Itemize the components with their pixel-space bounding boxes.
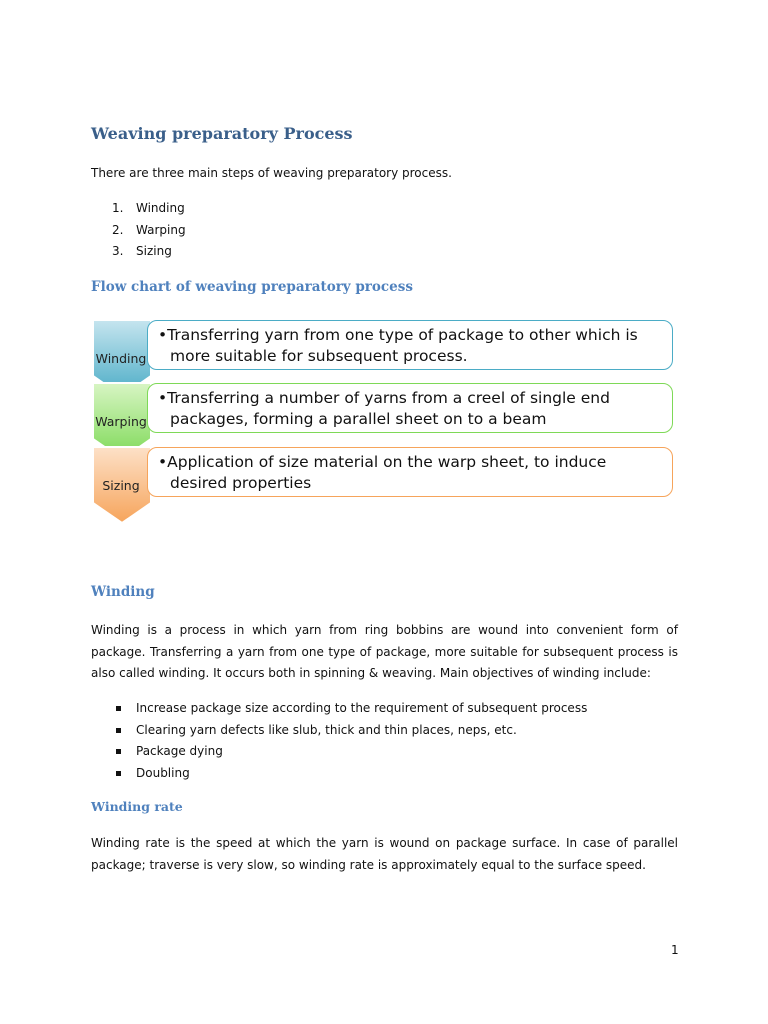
- list-item-label: Sizing: [136, 244, 172, 258]
- stage-box-sizing: [147, 447, 673, 497]
- list-number: 2.: [112, 222, 124, 237]
- list-item: [91, 220, 186, 242]
- intro-text: There are three main steps of weaving preparatory process.: [91, 166, 452, 180]
- stage-text-sizing: •Application of size material on the warp sheet, to induce desired properties: [158, 453, 607, 492]
- bullet-icon: [116, 706, 121, 711]
- stage-description: Transferring a number of yarns from a creel of single end packages, forming a parallel sheet on to a beam: [167, 389, 610, 428]
- list-number: 3.: [112, 244, 124, 258]
- page-number: 1: [671, 943, 679, 957]
- winding-paragraph: Winding is a process in which yarn from ring bobbins are wound into convenient form of package. Transferring a yarn from one type of package, more suitable for subsequent process is also called winding. It occurs both in spinning & weaving. Main objectives of winding include:: [91, 623, 678, 680]
- list-item: [91, 720, 587, 742]
- list-item: [91, 741, 587, 763]
- winding-heading: Winding: [91, 584, 155, 600]
- chevron-label-winding: Winding: [95, 351, 147, 366]
- stage-text-warping: •Transferring a number of yarns from a creel of single end packages, forming a parallel sheet on to a beam: [158, 389, 610, 428]
- winding-objectives-list: [91, 698, 587, 784]
- bullet-icon: [116, 728, 121, 733]
- chevron-label-sizing: Sizing: [102, 478, 140, 493]
- steps-list: [91, 198, 186, 263]
- bullet-icon: [116, 771, 121, 776]
- winding-rate-heading: Winding rate: [91, 799, 183, 814]
- stage-text-winding: •Transferring yarn from one type of package to other which is more suitable for subsequent process.: [158, 326, 638, 365]
- list-item-label: Package dying: [136, 744, 223, 758]
- flowchart-title: Flow chart of weaving preparatory process: [91, 279, 413, 295]
- list-item-label: Clearing yarn defects like slub, thick and thin places, neps, etc.: [136, 722, 517, 737]
- list-item-label: Increase package size according to the requirement of subsequent process: [136, 701, 588, 715]
- stage-box-warping: [147, 383, 673, 433]
- winding-rate-paragraph: Winding rate is the speed at which the yarn is wound on package surface. In case of parallel package; traverse is very slow, so winding rate is approximately equal to the surface speed.: [91, 836, 678, 872]
- list-item-label: Doubling: [136, 765, 190, 780]
- flowchart: [91, 318, 681, 533]
- list-item: [91, 698, 587, 720]
- chevron-label-warping: Warping: [95, 414, 147, 429]
- list-item: [91, 198, 186, 220]
- stage-description: Application of size material on the warp sheet, to induce desired properties: [167, 453, 607, 492]
- list-item-label: Winding: [136, 201, 185, 215]
- list-item-label: Warping: [136, 222, 186, 237]
- list-number: 1.: [112, 201, 124, 215]
- list-item: [91, 763, 587, 785]
- stage-box-winding: [147, 320, 673, 370]
- bullet-icon: [116, 749, 121, 754]
- list-item: [91, 241, 186, 263]
- page-title: Weaving preparatory Process: [91, 124, 353, 143]
- stage-description: Transferring yarn from one type of package to other which is more suitable for subsequent process.: [167, 326, 638, 365]
